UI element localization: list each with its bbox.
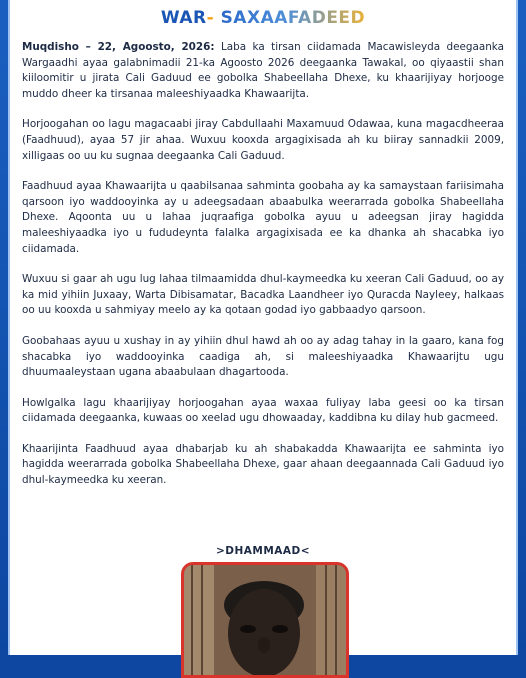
masthead-war: WAR bbox=[160, 8, 207, 28]
dateline: Muqdisho – 22, Agoosto, 2026: bbox=[22, 41, 215, 53]
closing-mark: >DHAMMAAD< bbox=[215, 545, 311, 557]
paragraph-3: Faadhuud ayaa Khawaarijta u qaabilsanaa sahminta goobaha ay ka samaystaan fariisimaha qarsoon iyo waddooyinka ay u adeegsadaan abaabulka weerarrada gobolka Shabeellaha Dhexe. Aqoonta uu u lahaa juqraafiga gobolka ayuu u adeegsan jiray hagidda maleeshiyaadka iyo u fududeynta falalka argagixisada ee ka dhanka ah shacabka iyo ciidamada. bbox=[22, 180, 504, 255]
masthead-dash: - bbox=[206, 8, 215, 28]
paragraph-4: Wuxuu si gaar ah ugu lug lahaa tilmaamidda dhul-kaymeedka ku xeeran Cali Gaduud, oo ay ka mid yihiin Juxaay, Warta Dibisamatar, Bacadka Laandheer iyo Quracda Nayleey, halkaas oo uu kooxda u sahmiyay meelo ay ka qotaan godad iyo gabbaadyo qarsoon. bbox=[22, 273, 504, 317]
masthead-saxaafadeed: SAXAAFADEED bbox=[220, 8, 366, 28]
portrait-illustration bbox=[184, 565, 346, 675]
article-body bbox=[22, 40, 504, 504]
paragraph-1-text: Laba ka tirsan ciidamada Macawisleyda deegaanka Wargaadhi ayaa galabnimadii 21-ka Agoosto 2026 deegaanka Tawakal, oo qiyaastii shan kiiloomitir u jirata Cali Gaduud ee gobolka Shabeellaha Dhexe, ku khaarijiyay horjooge muddo dheer ka tirsanaa maleeshiyaadka Khawaarijta. bbox=[22, 41, 504, 100]
paragraph-2: Horjoogahan oo lagu magacaabi jiray Cabdullaahi Maxamuud Odawaa, kuna magacdheeraa (Faadhuud), ayaa 57 jir ahaa. Wuxuu kooxda argagixisada ah ku biiray sannadkii 2009, xilligaas oo uu ku sugnaa deegaanka Cali Gaduud. bbox=[22, 118, 504, 162]
paragraph-5: Goobahaas ayuu u xushay in ay yihiin dhul hawd ah oo ay adag tahay in la gaaro, kana fog shacabka iyo waddooyinka caadiga ah, si maleeshiyaadka Khawaarijtu ugu dhuumaaleystaan ugana abaabulaan dhagartooda. bbox=[22, 334, 504, 379]
paragraph-7: Khaarijinta Faadhuud ayaa dhabarjab ku ah shabakadda Khawaarijta ee sahminta iyo hagidda weerarrada gobolka Shabeellaha Dhexe, gaar ahaan deegaannada Cali Gaduud iyo dhul-kaymeedka ku xeeran. bbox=[22, 442, 504, 487]
press-release-sheet bbox=[8, 0, 518, 655]
portrait-photo bbox=[181, 562, 349, 678]
masthead-title bbox=[10, 8, 516, 28]
paragraph-1 bbox=[22, 40, 504, 102]
paragraph-6: Howlgalka lagu khaarijiyay horjoogahan ayaa waxaa fuliyay laba geesi oo ka tirsan ciidamada deegaanka, kuwaas oo xeelad ugu dhowaaday, kaddibna ku dilay hub gacmeed. bbox=[22, 396, 504, 425]
